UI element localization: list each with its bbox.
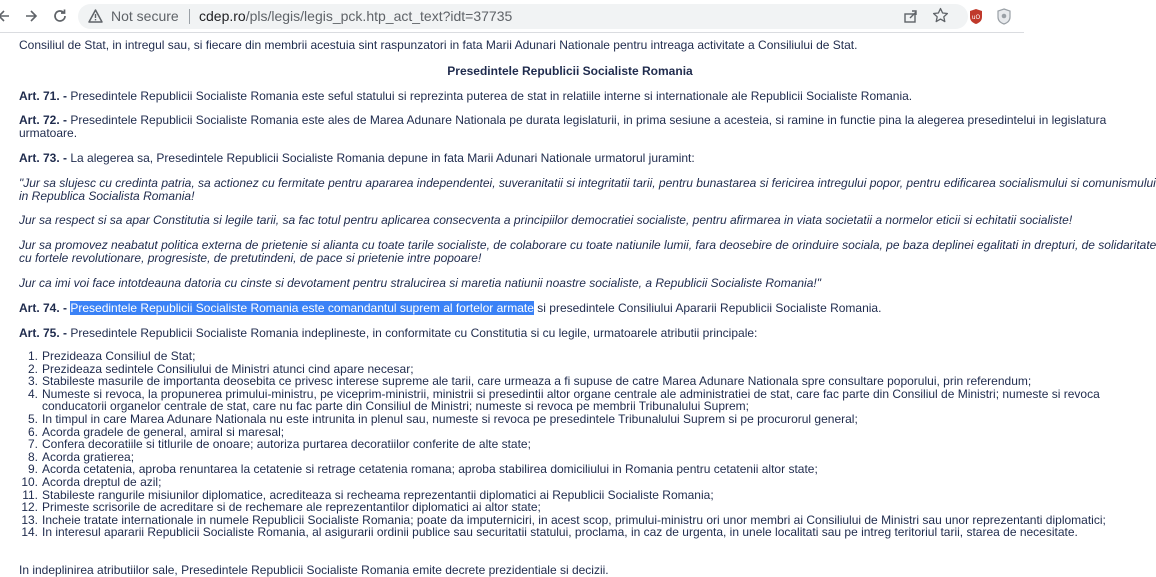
list-item-number: 7. — [27, 437, 38, 452]
article-74 — [19, 301, 881, 315]
list-item-number: 14. — [21, 525, 38, 540]
list-item-text: Stabileste masurile de importanta deosebita ce privesc interese supreme ale tarii, care urmeaza a fi supuse de catre Marea Adunare Nationala spre consultare poporului, prin referendum; — [42, 374, 1032, 389]
article-72-continued: urmatoare. — [19, 126, 78, 140]
oath-paragraph-1-continued: in Republica Socialista Romania! — [19, 189, 195, 203]
list-item — [21, 526, 1106, 539]
list-item-number: 10. — [21, 474, 38, 489]
list-item-number: 4. — [27, 386, 38, 401]
address-bar[interactable] — [78, 4, 968, 29]
list-item — [21, 438, 1106, 451]
section-title: Presedintele Republicii Socialiste Romania — [447, 64, 693, 78]
article-text: Presedintele Republicii Socialiste Romania este seful statului si reprezinta puterea de stat in relatiile interne si internationale ale Republicii Socialiste Romania. — [67, 89, 913, 103]
list-item-number: 1. — [27, 349, 38, 363]
oath-paragraph-4: Jur ca imi voi face intotdeauna datoria cu cinste si devotament pentru stralucirea si maretia natiunii noastre socialiste, a Republicii Socialiste Romania!" — [19, 276, 821, 290]
svg-text:uO: uO — [971, 13, 981, 21]
intro-line: Consiliul de Stat, in intregul sau, si fiecare din membrii acestuia sint raspunzatori in fata Marii Adunari Nationale pentru intreaga activitate a Consiliului de Stat. — [19, 38, 858, 52]
list-item-text: Acorda gradele de general, amiral si maresal; — [42, 424, 285, 439]
list-item-number: 2. — [27, 361, 38, 376]
oath-paragraph-3-continued: cu fortele revolutionare, progresiste, de pretutindeni, de pace si prietenie intre popoare! — [19, 251, 482, 265]
article-label: Art. 71. - — [19, 89, 68, 103]
list-item-number: 3. — [27, 374, 38, 389]
list-item-number: 5. — [27, 411, 38, 426]
list-item-number: 6. — [27, 424, 38, 439]
security-label[interactable]: Not secure — [111, 8, 179, 24]
browser-toolbar — [0, 0, 1024, 33]
list-item-text: Acorda dreptul de azil; — [42, 474, 162, 489]
list-item-text: Acorda cetatenia, aproba renuntarea la cetatenie si retrage cetatenia romana; aproba stabilirea domiciliului in Romania pentru cetatenii altor state; — [42, 462, 818, 477]
bookmark-star-icon[interactable] — [932, 7, 949, 29]
list-item-text: Prezideaza Consiliul de Stat; — [42, 349, 196, 363]
list-item-text: Confera decoratiile si titlurile de onoare; autoriza purtarea decoratiilor conferite de alte state; — [42, 437, 531, 452]
oath-paragraph-3: Jur sa promovez neabatut politica externa de prietenie si alianta cu toate tarile socialiste, de colaborare cu toate natiunile lumii, fara deosebire de orinduire sociala, pe baza deplinei egalitati in drepturi, de solidaritate — [19, 238, 1156, 252]
list-item-number: 13. — [21, 512, 38, 527]
list-item-text-continued: conducatorii organelor centrale de stat, care nu fac parte din Consiliul de Ministri; numeste si revoca pe membrii Tribunalului Suprem; — [42, 399, 750, 414]
list-item-text: Numeste si revoca, la propunerea primului-ministru, pe viceprim-ministrii, ministrii si presedintii altor organe centrale ale administratiei de stat, care fac parte din Consiliul de Ministri; numeste si revoca — [42, 386, 1100, 401]
article-text: La alegerea sa, Presedintele Republicii Socialiste Romania depune in fata Marii Adunari Nationale urmatorul juramint: — [67, 151, 695, 165]
article-label: Art. 72. - — [19, 113, 68, 127]
warning-triangle-icon[interactable] — [88, 9, 103, 28]
share-icon[interactable] — [903, 8, 919, 29]
article-73 — [19, 151, 695, 165]
selected-text-highlight[interactable]: Presedintele Republicii Socialiste Romania este comandantul suprem al fortelor armate — [70, 301, 534, 315]
list-item-text: Prezideaza sedintele Consiliului de Ministri atunci cind apare necesar; — [42, 361, 414, 376]
attributions-list — [21, 350, 1106, 539]
reload-icon[interactable] — [50, 6, 70, 26]
article-71 — [19, 89, 912, 103]
closing-line: In indeplinirea atributiilor sale, Presedintele Republicii Socialiste Romania emite decrete prezidentiale si decizii. — [19, 563, 609, 577]
article-72 — [19, 113, 1106, 127]
article-label: Art. 73. - — [19, 151, 68, 165]
list-item-text: Acorda gratierea; — [42, 449, 135, 464]
page-content — [0, 33, 1156, 577]
oath-paragraph-2: Jur sa respect si sa apar Constitutia si legile tarii, sa fac totul pentru aplicarea consecventa a principiilor democratiei socialiste, pentru afirmarea in viata societatii a normelor eticii si echitatii socialiste! — [19, 213, 1073, 227]
article-text: si presedintele Consiliului Apararii Republicii Socialiste Romania. — [533, 301, 882, 315]
article-text: Presedintele Republicii Socialiste Romania indeplineste, in conformitate cu Constitutia si cu legile, urmatoarele atributii principale: — [67, 326, 758, 340]
article-label: Art. 75. - — [19, 326, 68, 340]
shield-extension-icon[interactable] — [994, 6, 1014, 26]
forward-arrow-icon[interactable] — [21, 6, 41, 26]
article-label: Art. 74. - — [19, 301, 68, 315]
list-item — [21, 463, 1106, 476]
article-text: Presedintele Republicii Socialiste Romania este ales de Marea Adunare Nationala pe durata legislaturii, in prima sesiune a acesteia, si ramine in functie pina la alegerea presedintelui in legislatura — [67, 113, 1107, 127]
url-path: /pls/legis/legis_pck.htp_act_text?idt=37735 — [245, 8, 513, 24]
list-item-number: 9. — [27, 462, 38, 477]
list-item-text: Stabileste rangurile misiunilor diplomatice, acrediteaza si recheama reprezentantii diplomatici ai Republicii Socialiste Romania; — [42, 487, 714, 502]
back-arrow-icon[interactable] — [0, 6, 14, 26]
list-item-text: Primeste scrisorile de acreditare si de rechemare ale reprezentantilor diplomatici ai altor state; — [42, 500, 541, 515]
list-item — [21, 388, 1106, 413]
list-item-text: In interesul apararii Republicii Socialiste Romania, al asigurarii ordinii publice sau securitatii statului, proclama, in caz de urgenta, in unele localitati sau pe intreg teritoriul tarii, starea de necesitate. — [42, 525, 1078, 540]
oath-paragraph-1: "Jur sa slujesc cu credinta patria, sa actionez cu fermitate pentru apararea independentei, suveranitatii si integritatii tarii, pentru bunastarea si fericirea intregului popor, pentru edificarea socialismului si comunismului — [19, 176, 1156, 190]
list-item-number: 11. — [22, 487, 38, 502]
url-host: cdep.ro — [199, 8, 246, 24]
list-item-text: In timpul in care Marea Adunare Nationala nu este intrunita in plenul sau, numeste si revoca pe presedintele Tribunalului Suprem si pe procurorul general; — [42, 411, 858, 426]
url-text[interactable] — [199, 8, 512, 24]
list-item-number: 12. — [21, 500, 38, 515]
omnibox-separator — [189, 9, 190, 24]
list-item-number: 8. — [27, 449, 38, 464]
list-item-text: Incheie tratate internationale in numele Republicii Socialiste Romania; poate da imputerniciri, in acest scop, primului-ministru ori unor membri ai Consiliului de Ministri sau unor reprezentanti diplomatici; — [42, 512, 1106, 527]
ublock-extension-icon[interactable] — [966, 6, 986, 26]
article-75 — [19, 326, 757, 340]
